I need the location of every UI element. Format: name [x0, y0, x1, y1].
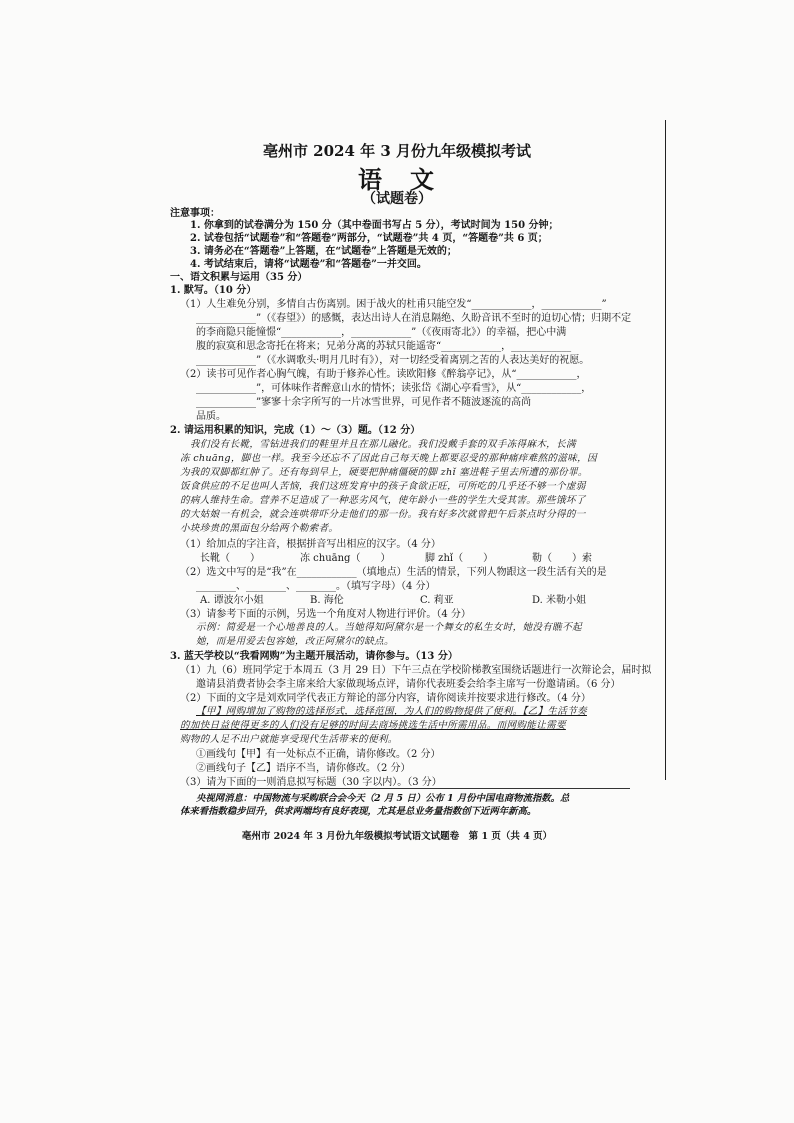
q1-line: （1）人生难免分别，多情自古伤离别。困于战火的杜甫只能空发“____________，____________” — [180, 299, 607, 310]
passage-line: 我们没有长靴，雪钻进我们的鞋里并且在那儿融化。我们没戴手套的双手冻得麻木，长满 — [190, 439, 576, 450]
q3-task: ②画线句子【乙】语序不当，请你修改。（2 分） — [196, 763, 411, 774]
debate-text: 的加快日益使得更多的人们没有足够的时间去商场挑选生活中所需用品。而网购能让需要 — [180, 720, 566, 731]
q2-sub3: （3）请参考下面的示例，另选一个角度对人物进行评价。（4 分） — [180, 609, 471, 620]
notice-item: 1. 你拿到的试卷满分为 150 分（其中卷面书写占 5 分），考试时间为 150 分钟； — [190, 220, 559, 231]
q2-heading: 2. 请运用积累的知识，完成（1）～（3）题。（12 分） — [170, 425, 421, 436]
q1-heading: 1. 默写。（10 分） — [170, 285, 257, 296]
pinyin-item: 长靴（ ） — [200, 553, 260, 564]
news-line: 体来看指数稳步回升，供求两端均有良好表现，尤其是总业务量指数创下近两年新高。 — [180, 806, 537, 817]
debate-text: 【甲】网购增加了购物的选择形式，选择范围，为人们的购物提供了便利。【乙】生活节奏 — [196, 706, 587, 717]
example-line: 示例：简爱是一个心地善良的人。当她得知阿黛尔是一个舞女的私生女时，她没有瞧不起 — [196, 622, 582, 633]
q2-sub2: （2）选文中写的是“我”在____________（填地点）生活的情景，下列人物跟这一段生活有关的是 — [180, 567, 607, 578]
passage-line: 的大姑娘一有机会，就会连哄带吓分走他们的那一份。我有好多次就曾把午后茶点时分得的一 — [180, 509, 586, 520]
passage-line: 小块珍贵的黑面包分给两个勒索者。 — [180, 523, 339, 534]
passage-line: 为我的双脚都红肿了。还有每到早上，硬要把肿痛僵硬的脚 zhǐ 塞进鞋子里去所遭的那份罪。 — [180, 467, 588, 478]
pinyin-item: 冻 chuāng（ ） — [300, 553, 391, 564]
notice-item: 3. 请务必在“答题卷”上答题，在“试题卷”上答题是无效的； — [190, 246, 457, 257]
page-footer: 亳州市 2024 年 3 月份九年级模拟考试语文试题卷 第 1 页（共 4 页） — [241, 831, 553, 842]
subject-title: 语 文 — [358, 165, 436, 194]
option-d: D. 米勒小姐 — [532, 595, 587, 606]
news-line: 央视网消息：中国物流与采购联合会今天（2 月 5 日）公布 1 月份中国电商物流指数。总 — [196, 793, 570, 804]
passage-line: 饭食供应的不足也叫人苦恼，我们这班发育中的孩子食欲正旺，可所吃的几乎还不够一个虚弱 — [180, 481, 586, 492]
pinyin-item: 脚 zhǐ（ ） — [425, 553, 494, 564]
q3-task: ①画线句【甲】有一处标点不正确，请你修改。（2 分） — [196, 749, 441, 760]
news-divider — [200, 788, 630, 789]
notice-item: 4. 考试结束后，请将“试题卷”和“答题卷”一并交回。 — [190, 259, 427, 270]
pinyin-item: 勒（ ）索 — [532, 553, 592, 564]
q1-line: 腹的寂寞和思念寄托在将来；兄弟分离的苏轼只能遥寄“____________，____________ — [196, 341, 572, 352]
q1-line: ____________”（《春望》）的感慨，表达出诗人在消息隔绝、久盼音讯不至时的迫切心情；归期不定 — [196, 313, 632, 324]
q1-line: 的李商隐只能憧憬“____________，____________”（《夜雨寄北》）的幸福，把心中满 — [196, 327, 567, 338]
q3-line: （1）九（6）班同学定于本周五（3 月 29 日）下午三点在学校阶梯教室围绕话题进行一次辩论会，届时拟 — [180, 665, 652, 676]
debate-text: 购物的人足不出户就能享受现代生活带来的便利。 — [180, 734, 398, 745]
q2-sub2-blanks: ________、________、________。（填写字母）（4 分） — [196, 581, 436, 592]
example-line: 她，而是用爱去包容她，改正阿黛尔的缺点。 — [196, 636, 394, 647]
q1-line: ____________”（《水调歌头·明月几时有》），对一切经受着离别之苦的人表达美好的祝愿。 — [196, 355, 590, 366]
passage-line: 的病人维持生命。营养不足造成了一种恶劣风气，使年龄小一些的学生大受其害。那些饿坏了 — [180, 495, 586, 506]
option-c: C. 莉亚 — [420, 595, 454, 606]
notice-item: 2. 试卷包括“试题卷”和“答题卷”两部分，“试题卷”共 4 页，“答题卷”共 6 页； — [190, 233, 548, 244]
paper-label: （试题卷） — [362, 191, 432, 207]
q3-heading: 3. 蓝天学校以“我看网购”为主题开展活动，请你参与。（13 分） — [170, 651, 458, 662]
q1-line: ____________”寥寥十余字所写的一片冰雪世界，可见作者不随波逐流的高尚 — [196, 397, 532, 408]
option-a: A. 谭波尔小姐 — [200, 595, 264, 606]
q1-line: ____________”，可体味作者醉意山水的情怀；读张岱《湖心亭看雪》，从“____________， — [196, 383, 592, 394]
q3-task: （3）请为下面的一则消息拟写标题（30 字以内）。（3 分） — [180, 777, 442, 788]
exam-title: 亳州市 2024 年 3 月份九年级模拟考试 — [262, 142, 532, 160]
q1-line: 品质。 — [196, 411, 226, 422]
q3-line: （2）下面的文字是刘欢同学代表正方辩论的部分内容，请你阅读并按要求进行修改。（4 分） — [180, 693, 591, 704]
section-heading: 一、语文积累与运用（35 分） — [170, 272, 308, 283]
margin-rule — [665, 120, 666, 780]
passage-line: 冻 chuāng，脚也一样。我至今还忘不了因此自己每天晚上都要忍受的那种痛痒难熬的滋味，因 — [180, 453, 597, 464]
q1-line: （2）读书可见作者心胸气魄，有助于修养心性。读欧阳修《醉翁亭记》，从“____________， — [180, 369, 587, 380]
q3-line: 邀请县消费者协会李主席来给大家做现场点评，请你代表班委会给李主席写一份邀请函。（6 分） — [196, 679, 621, 690]
q2-sub1: （1）给加点的字注音，根据拼音写出相应的汉字。（4 分） — [180, 539, 441, 550]
notice-heading: 注意事项： — [170, 208, 220, 219]
option-b: B. 海伦 — [310, 595, 344, 606]
